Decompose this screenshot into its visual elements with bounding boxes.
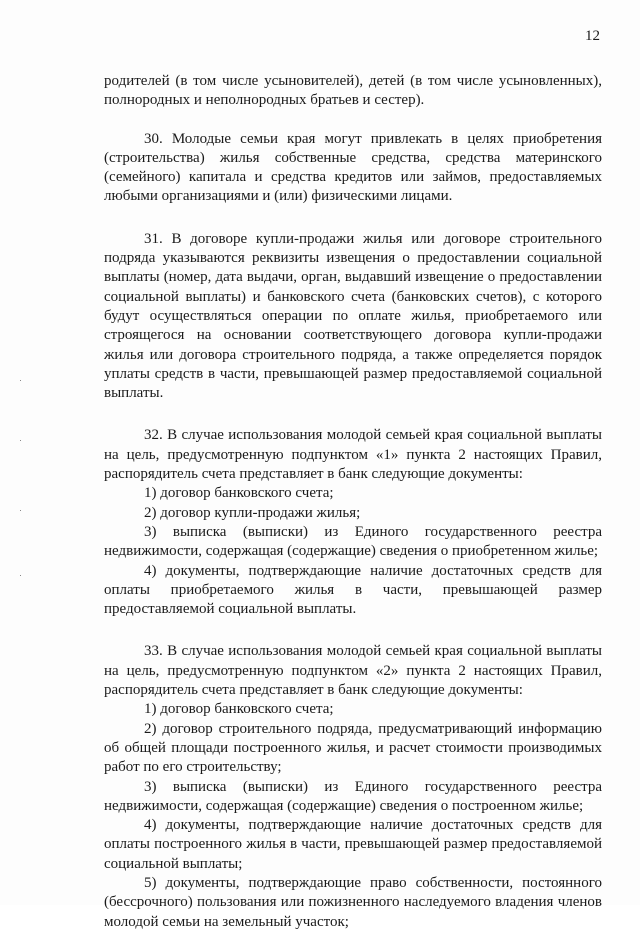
list-item: 2) договор строительного подряда, предусматривающий информацию об общей площади построенного жилья, и расчет стоимости производимых работ по его строительству; [104, 720, 602, 776]
list-item: 3) выписка (выписки) из Единого государственного реестра недвижимости, содержащая (содержащие) сведения о построенном жилье; [104, 778, 602, 814]
list-item: 2) договор купли-продажи жилья; [144, 504, 361, 521]
list-item: 1) договор банковского счета; [144, 701, 334, 718]
paragraph-32: 32. В случае использования молодой семьей края социальной выплаты на цель, предусмотренную подпунктом «1» пункта 2 настоящих Правил, распорядитель счета представляет в банк следующие документы: [104, 427, 602, 483]
list-item: 4) документы, подтверждающие наличие достаточных средств для оплаты приобретаемого жилья в части, превышающей размер предоставляемой социальной выплаты. [104, 562, 602, 618]
page-number: 12 [585, 28, 600, 44]
section-32 [104, 426, 602, 619]
scan-margin-specks [20, 380, 22, 580]
list-item: 5) документы, подтверждающие право собственности, постоянного (бессрочного) пользования или пожизненного наследуемого владения членов молодой семьи на земельный участок; [104, 874, 602, 930]
list-item: 4) документы, подтверждающие наличие достаточных средств для оплаты построенного жилья в части, превышающей размер предоставляемой социальной выплаты; [104, 817, 602, 872]
paragraph-31: 31. В договоре купли-продажи жилья или договоре строительного подряда указываются реквизиты извещения о предоставлении социальной выплаты (номер, дата выдачи, орган, выдавший извещение о предоставлении социальной выплаты) и банковского счета (банковских счетов), с которого будут осуществляться операции по оплате жилья, приобретаемого или строящегося на основании соответствующего договора купли-продажи жилья или договора строительного подряда, а также определяется порядок уплаты средств в части, превышающей размер предоставляемой социальной выплаты. [104, 230, 602, 402]
continuation-paragraph: родителей (в том числе усыновителей), детей (в том числе усыновленных), полнородных и неполнородных братьев и сестер). [104, 73, 602, 109]
paragraph-30: 30. Молодые семьи края могут привлекать в целях приобретения (строительства) жилья собственные средства, средства материнского (семейного) капитала и средства кредитов или займов, предоставляемых любыми организациями и (или) физическими лицами. [104, 130, 602, 205]
paragraph-33: 33. В случае использования молодой семьей края социальной выплаты на цель, предусмотренную подпунктом «2» пункта 2 настоящих Правил, распорядитель счета представляет в банк следующие документы: [104, 643, 602, 699]
section-33 [104, 642, 602, 931]
list-item: 1) договор банковского счета; [144, 485, 334, 502]
list-item: 3) выписка (выписки) из Единого государственного реестра недвижимости, содержащая (содержащие) сведения о приобретенном жилье; [104, 523, 602, 560]
document-body [104, 72, 602, 932]
